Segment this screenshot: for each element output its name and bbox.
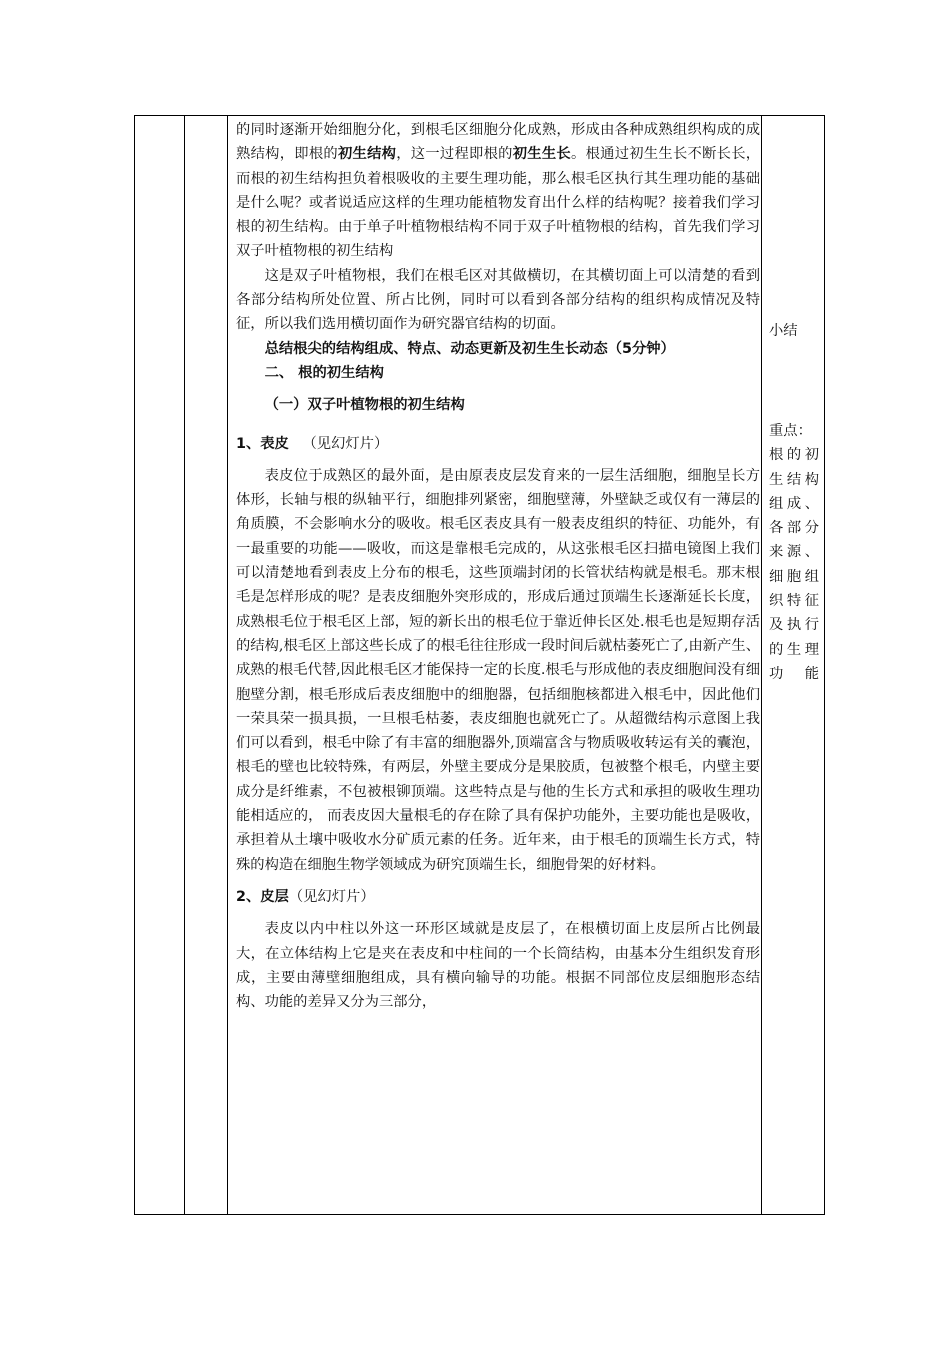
- column-divider-3: [761, 116, 762, 1214]
- term-primary-growth: 初生生长: [512, 146, 571, 163]
- subsection-heading-1: （一）双子叶植物根的初生结构: [264, 397, 465, 414]
- term-primary-structure: 初生结构: [337, 146, 397, 163]
- key-points-label: 重点：: [769, 423, 812, 439]
- section-heading-2: 二、 根的初生结构: [264, 364, 384, 381]
- epidermis-paragraph: 表皮位于成熟区的最外面，是由原表皮层发育来的一层生活细胞，细胞呈长方体形，长轴与根的纵轴平行，细胞排列紧密，细胞壁薄，外壁缺乏或仅有一薄层的角质膜，不会影响水分的吸收。根毛区表皮具有一般表皮组织的特征、功能外，有一最重要的功能——吸收，而这是靠根毛完成的，从这张根毛区扫描电镜图上我们可以清楚地看到表皮上分布的根毛，这些顶端封闭的长管状结构就是根毛。那末根毛是怎样形成的呢？是表皮细胞外突形成的，形成后通过顶端生长逐渐延长长度，成熟根毛位于根毛区上部，短的新长出的根毛位于靠近伸长区处.根毛也是短期存活的结构,根毛区上部这些长成了的根毛往往形成一段时间后就枯萎死亡了,由新产生、成熟的根毛代替,因此根毛区才能保持一定的长度.根毛与形成他的表皮细胞间没有细胞壁分割，根毛形成后表皮细胞中的细胞器，包括细胞核都进入根毛中，因此他们一荣具荣一损具损，一旦根毛枯萎，表皮细胞也就死亡了。从超微结构示意图上我们可以看到，根毛中除了有丰富的细胞器外,顶端富含与物质吸收转运有关的囊泡，根毛的壁也比较特殊，有两层，外壁主要成分是果胶质，包被整个根毛，内壁主要成分是纤维素，不包被根铆顶端。这些特点是与他的生长方式和承担的吸收生理功能相适应的， 而表皮因大量根毛的存在除了具有保护功能外，主要功能也是吸收，承担着从土壤中吸收水分矿质元素的任务。近年来，由于根毛的顶端生长方式，特殊的构造在细胞生物学领域成为研究顶端生长，细胞骨架的好材料。: [236, 467, 760, 873]
- intro-text-1: 的同时逐渐开始细胞分化，到根毛区细胞分化成熟，形成由各种成熟组织构成的成熟结构，即根的: [236, 122, 760, 163]
- lesson-table: [134, 115, 825, 1215]
- main-content-cell: [236, 118, 760, 1014]
- cortex-note: （见幻灯片）: [288, 888, 375, 905]
- column-divider-1: [184, 116, 185, 1214]
- intro-text-3: 。根通过初生生长不断长长，而根的初生结构担负着根吸收的主要生理功能，那么根毛区执行其生理功能的基础是什么呢？或者说适应这样的生理功能植物发育出什么样的结构呢？接着我们学习根的初生结构。由于单子叶植物根结构不同于双子叶植物根的结构，首先我们学习双子叶植物根的初生结构: [236, 146, 761, 260]
- summary-label: 小结: [769, 323, 798, 339]
- cortex-title: 2、皮层: [236, 888, 289, 905]
- column-divider-2: [227, 116, 228, 1214]
- cortex-paragraph: 表皮以内中柱以外这一环形区域就是皮层了，在根横切面上皮层所占比例最大，在立体结构上它是夹在表皮和中柱间的一个长筒结构，由基本分生组织发育形成，主要由薄壁细胞组成，具有横向输导的功能。根据不同部位皮层细胞形态结构、功能的差异又分为三部分，: [236, 921, 760, 1011]
- epidermis-note: （见幻灯片）: [302, 435, 389, 452]
- cross-section-paragraph: 这是双子叶植物根，我们在根毛区对其做横切，在其横切面上可以清楚的看到各部分结构所处位置、所占比例，同时可以看到各部分结构的组织构成情况及特征，所以我们选用横切面作为研究器官结构的切面。: [236, 267, 760, 333]
- summary-heading: 总结根尖的结构组成、特点、动态更新及初生生长动态（5分钟）: [264, 340, 675, 357]
- intro-text-2: ，这一过程即根的: [396, 146, 513, 163]
- intro-paragraph: [236, 118, 760, 264]
- key-points-text: 根的初生结构组成、各部分来源、细胞组织特征及执行的生理功能: [769, 447, 819, 682]
- cortex-heading: [236, 885, 760, 909]
- key-points-cell: [769, 419, 819, 686]
- epidermis-heading: [236, 432, 760, 456]
- epidermis-title: 1、表皮: [236, 435, 289, 452]
